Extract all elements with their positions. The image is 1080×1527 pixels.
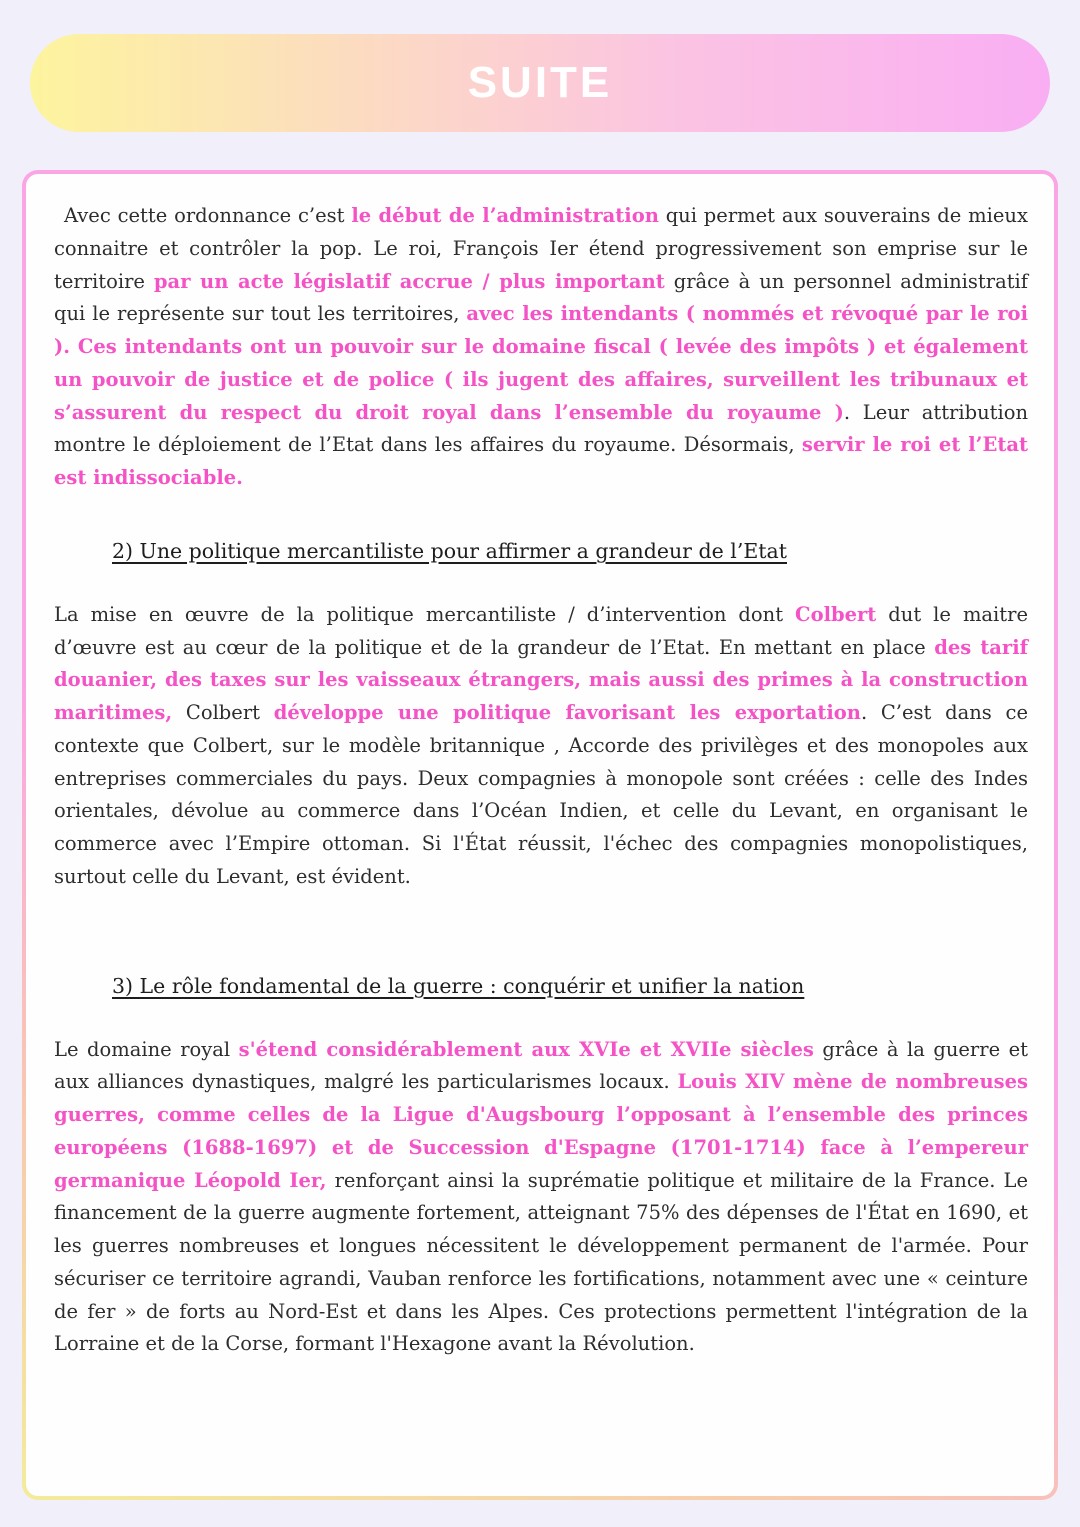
body-text: . C’est dans ce contexte que Colbert, sur le modèle britannique , Accorde des privilèges et des monopoles aux entreprises commerciales du pays. Deux compagnies à monopole sont créées : celle des Indes orientales, dévolue au commerce dans l’Océan Indien, et celle du Levant, en organisant le commerce avec l’Empire ottoman. Si l'État réussit, l'échec des compagnies monopolistiques, surtout celle du Levant, est évident. [54,701,1028,888]
paragraph-mercantilisme [54,599,1028,894]
highlighted-text: Louis XIV mène de nombreuses guerres, comme celles de la Ligue d'Augsbourg l’opposant à l’ensemble des princes européens (1688-1697) et de Succession d'Espagne (1701-1714) face à l’empereur germanique Léopold Ier, [54,1070,1028,1192]
body-text: renforçant ainsi la suprématie politique et militaire de la France. Le financement de la guerre augmente fortement, atteignant 75% des dépenses de l'État en 1690, et les guerres nombreuses et longues nécessitent le développement permanent de l'armée. Pour sécuriser ce territoire agrandi, Vauban renforce les fortifications, notamment avec une « ceinture de fer » de forts au Nord-Est et dans les Alpes. Ces protections permettent l'intégration de la Lorraine et de la Corse, formant l'Hexagone avant la Révolution. [54,1168,1028,1356]
content-card-border [22,170,1058,1500]
body-text: . Leur attribution montre le déploiement de l’Etat dans les affaires du royaume. Désormais, [54,400,1029,457]
body-text: La mise en œuvre de la politique mercantiliste / d’intervention dont [54,602,796,626]
highlighted-text: développe une politique favorisant les exportation [273,701,861,724]
content-card [26,174,1054,1496]
highlighted-text: par un acte législatif accrue / plus important [153,269,665,293]
banner [30,34,1050,132]
highlighted-text: avec les intendants ( nommés et révoqué par le roi ). Ces intendants ont un pouvoir sur le domaine fiscal ( levée des impôts ) et également un pouvoir de justice et de police ( ils jugent des affaires, surveillent les tribunaux et s’assurent du respect du droit royal dans l’ensemble du royaume ) [54,302,1028,424]
highlighted-text: le début de l’administration [351,204,659,227]
body-text: Le domaine royal [54,1037,239,1061]
paragraph-guerre [54,1034,1028,1362]
highlighted-text: des tarif douanier, des taxes sur les vaisseaux étrangers, mais aussi des primes à la construction maritimes, [54,635,1028,724]
body-text: grâce à la guerre et aux alliances dynastiques, malgré les particularismes locaux. [54,1037,1029,1094]
body-text: Colbert [172,701,274,724]
body-text: grâce à un personnel administratif qui le représente sur tout les territoires, [54,269,1028,326]
paragraph-administration [54,200,1028,495]
highlighted-text: servir le roi et l’Etat est indissociable. [54,433,1028,489]
section-heading-mercantilisme: 2) Une politique mercantiliste pour affirmer a grandeur de l’Etat [112,538,787,563]
body-text: dut le maitre d’œuvre est au cœur de la politique et de la grandeur de l’Etat. En mettant en place [54,602,1028,659]
body-text: Avec cette ordonnance c’est [64,204,352,227]
body-text: qui permet aux souverains de mieux connaitre et contrôler la pop. Le roi, François Ier étend progressivement son emprise sur le territoire [54,204,1028,293]
page-title: SUITE [467,58,613,107]
highlighted-text: Colbert [795,602,877,626]
highlighted-text: s'étend considérablement aux XVIe et XVIIe siècles [238,1037,814,1061]
section-heading-guerre: 3) Le rôle fondamental de la guerre : conquérir et unifier la nation [112,973,805,998]
